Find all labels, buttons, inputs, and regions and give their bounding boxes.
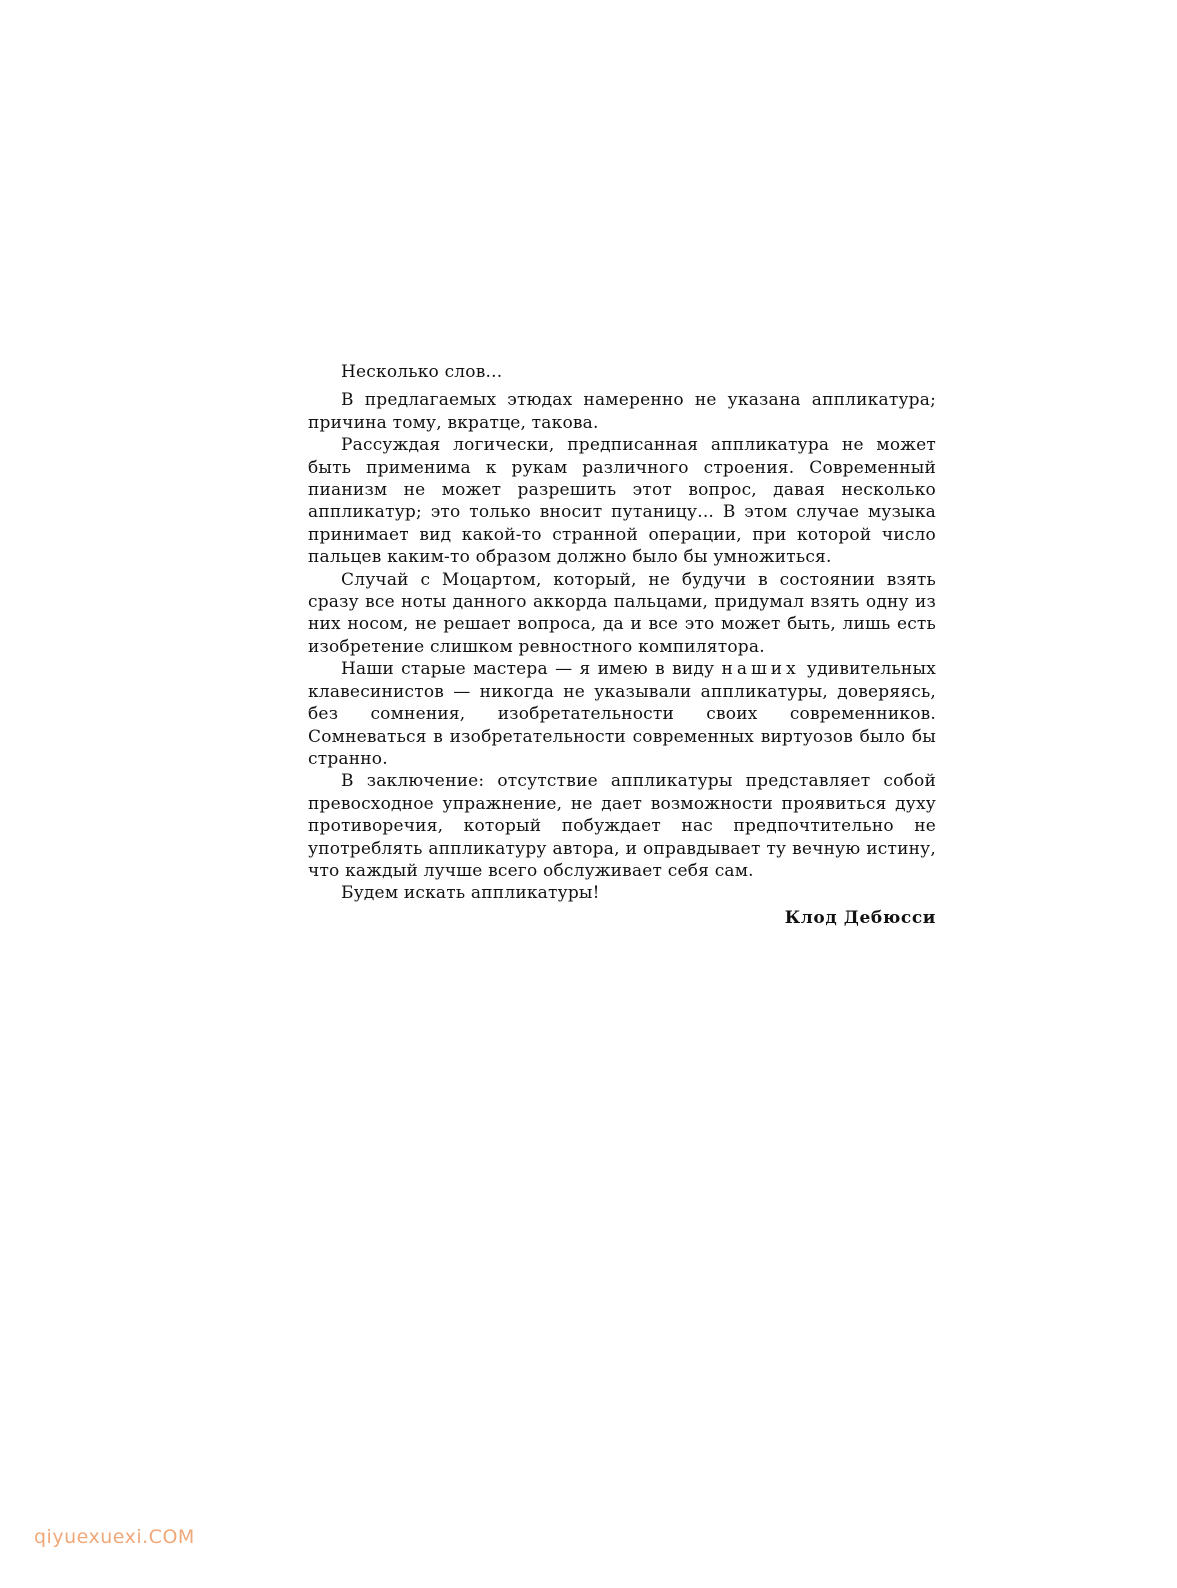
- preface-text: [308, 361, 936, 929]
- paragraph-4: [308, 658, 936, 770]
- site-watermark: qiyuexuexi.COM: [34, 1526, 195, 1548]
- paragraph-4-emphasis: наших: [721, 659, 800, 680]
- paragraph-5: В заключение: отсутствие аппликатуры представляет собой превосходное упражнение, не дает возможности проявиться духу противоречия, который побуждает нас предпочтительно не употреблять аппликатуру автора, и оправдывает ту вечную истину, что каждый лучше всего обслуживает себя сам.: [308, 771, 936, 881]
- paragraph-3: Случай с Моцартом, который, не будучи в состоянии взять сразу все ноты данного аккорда пальцами, придумал взять одну из них носом, не решает вопроса, да и все это может быть, лишь есть изобретение слишком ревностного компилятора.: [308, 569, 936, 657]
- author-signature: Клод Дебюсси: [784, 907, 936, 928]
- paragraph-4-start: Наши старые мастера — я имею в виду: [341, 659, 722, 680]
- paragraph-2: Рассуждая логически, предписанная аппликатура не может быть применима к рукам различного строения. Современный пианизм не может разрешить этот вопрос, давая несколько аппликатур; это только вносит путаницу... В этом случае музыка принимает вид какой-то странной операции, при которой число пальцев каким-то образом должно было бы умножиться.: [308, 435, 936, 568]
- paragraph-1: В предлагаемых этюдах намеренно не указана аппликатура; причина тому, вкратце, такова.: [308, 390, 936, 433]
- closing-line: Будем искать аппликатуры!: [341, 883, 600, 904]
- preface-heading: Несколько слов...: [341, 362, 503, 382]
- paragraph-4-end: удивительных клавесинистов — никогда не указывали аппликатуры, доверяясь, без сомнения, изобретательности своих современников. Сомневаться в изобретательности современных виртуозов было бы странно.: [308, 659, 936, 769]
